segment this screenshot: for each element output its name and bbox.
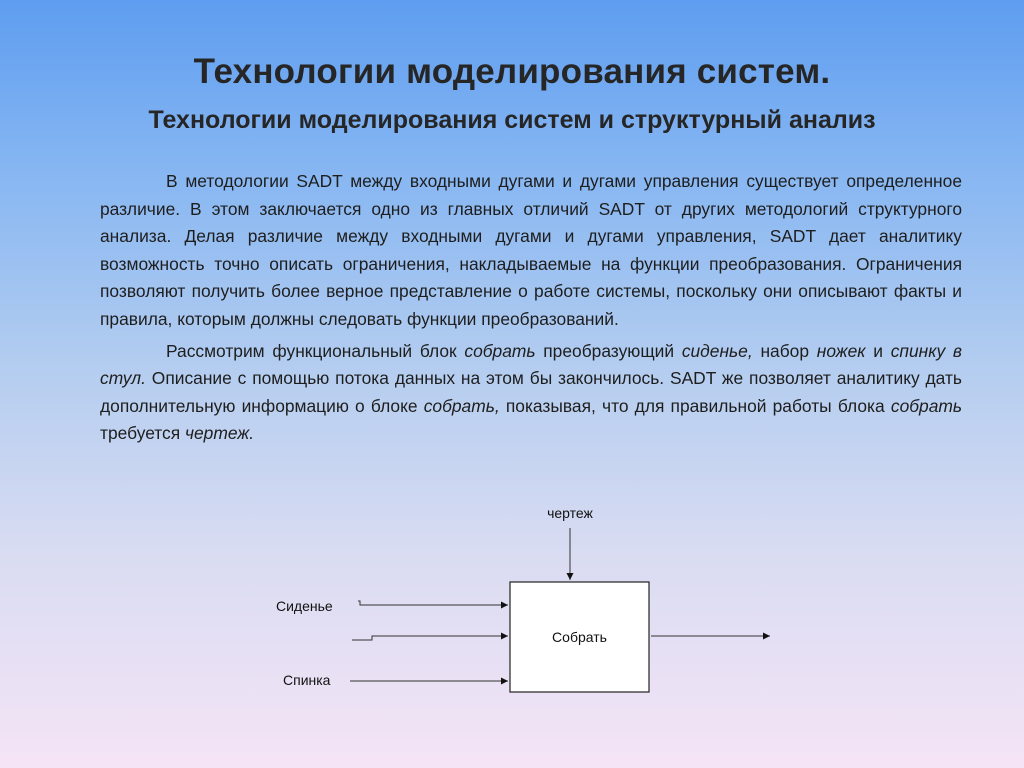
- slide-subtitle: Технологии моделирования систем и структурный анализ: [148, 106, 876, 134]
- p2-text-1: Рассмотрим функциональный блок: [166, 340, 465, 361]
- p2-italic-5: собрать,: [423, 395, 500, 416]
- p2-italic-1: собрать: [464, 340, 536, 361]
- p2-text-4: и: [865, 340, 891, 361]
- p2-text-7: требуется: [100, 423, 185, 444]
- p2-italic-2: сиденье,: [681, 340, 753, 361]
- p2-text-2: преобразующий: [535, 340, 682, 361]
- control-arrow-label: чертеж: [547, 505, 593, 521]
- input-arrow-3-label: Спинка: [283, 672, 331, 688]
- p2-text-6: показывая, что для правильной работы блока: [499, 395, 891, 416]
- input-arrow-2: [352, 636, 508, 640]
- function-box-label: Собрать: [552, 629, 607, 645]
- paragraph-1: В методологии SADT между входными дугами и дугами управления существует определенное различие. В этом заключается одно из главных отличий SADT от других методологий структурного анализа. Делая различие между входными дугами и дугами управления, SADT дает аналитику возможность точно описать ограничения, накладываемые на функции преобразования. Ограничения позволяют получить более верное представление о работе системы, поскольку они описывают факты и правила, которым должны следовать функции преобразований.: [100, 171, 962, 329]
- p2-italic-6: собрать: [890, 395, 962, 416]
- p2-text-5: Описание с помощью потока данных на этом бы закончилось. SADT же позволяет аналитику дать дополнительную информацию о блоке: [100, 368, 962, 416]
- input-arrow-1-label: Сиденье: [276, 598, 333, 614]
- p2-italic-4: спинку в стул.: [100, 340, 962, 389]
- input-arrow-1: [358, 601, 508, 605]
- p2-text-3: набор: [752, 340, 817, 361]
- p2-italic-3: ножек: [816, 340, 866, 361]
- slide-title: Технологии моделирования систем.: [193, 52, 831, 91]
- p2-italic-7: чертеж.: [185, 423, 255, 444]
